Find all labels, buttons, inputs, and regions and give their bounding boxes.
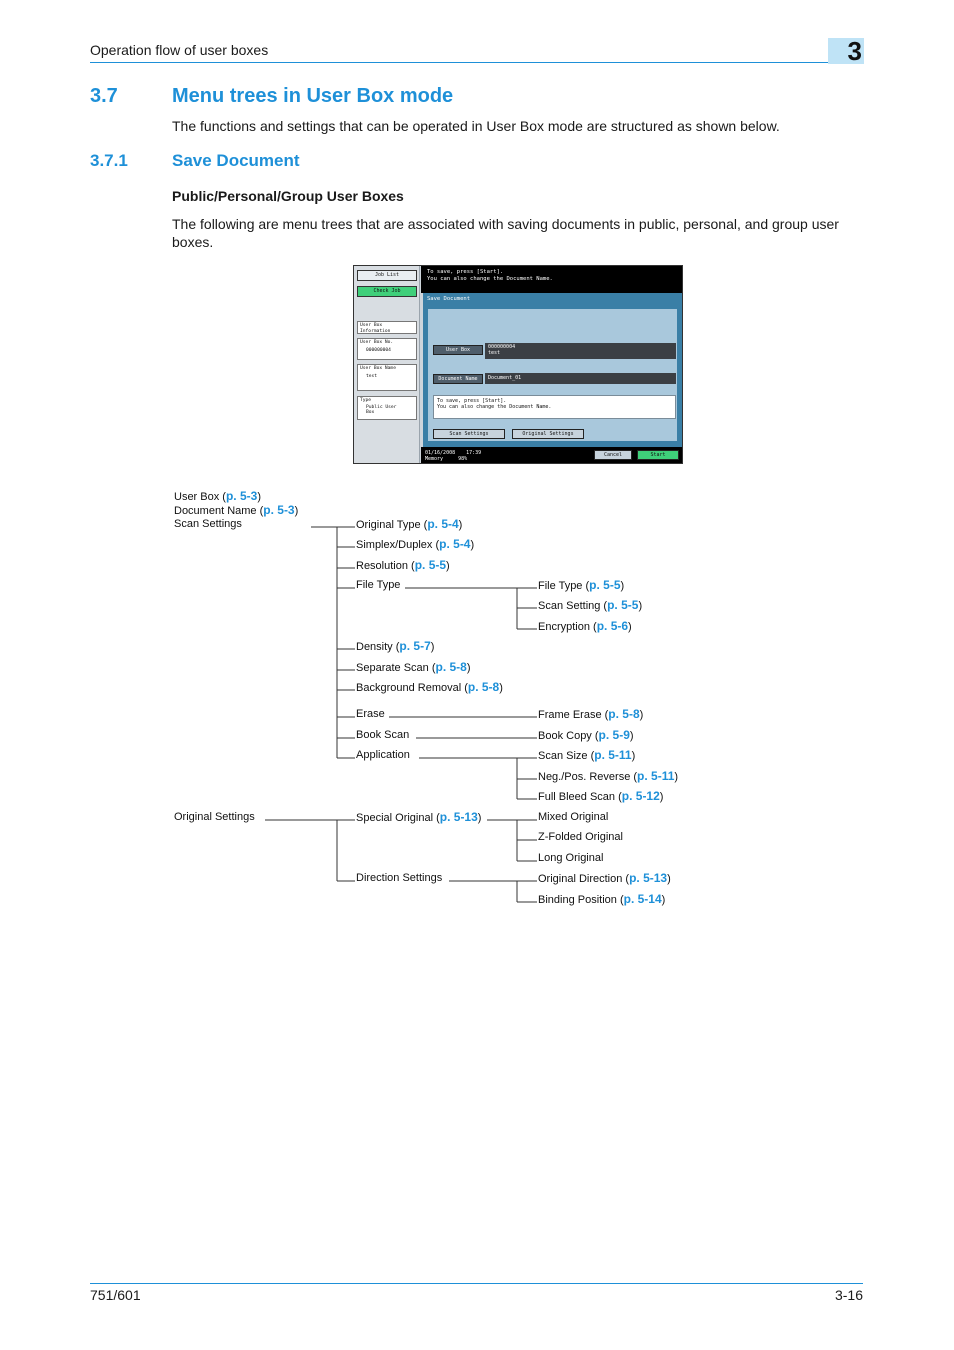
ref-link[interactable]: p. 5-12 [621,789,660,803]
status-memory-label: Memory [425,456,444,462]
save-document-screen [353,265,683,464]
tree-neg-pos-reverse: Neg./Pos. Reverse (p. 5-11) [538,769,679,783]
tree-special-original: Special Original (p. 5-13) [356,810,482,824]
scan-settings-button[interactable]: Scan Settings [433,429,505,439]
tree-document-name: Document Name (p. 5-3) [174,503,299,517]
user-box-field-line-2: test [488,350,501,356]
tree-original-direction: Original Direction (p. 5-13) [538,871,671,885]
user-box-no-value: 000000004 [366,347,391,353]
ref-link[interactable]: p. 5-11 [637,769,675,783]
screen-status-bar [421,447,683,464]
user-box-name-label: User Box Name [360,366,396,371]
tree-original-settings: Original Settings [174,811,255,823]
ref-link[interactable]: p. 5-8 [467,680,500,694]
body-line-1: The following are menu trees that are associated with saving documents in public, personal, and group user [172,216,839,232]
section-title: Menu trees in User Box mode [172,85,454,107]
running-header: Operation flow of user boxes [90,42,269,58]
ref-link[interactable]: p. 5-3 [263,503,295,517]
intro-paragraph: The functions and settings that can be operated in User Box mode are structured as shown below. [172,118,780,134]
footer-rule [90,1283,863,1284]
tree-book-copy: Book Copy (p. 5-9) [538,728,634,742]
user-box-button[interactable]: User Box [433,345,483,355]
check-job-button[interactable]: Check Job [357,286,417,297]
tree-simplex-duplex: Simplex/Duplex (p. 5-4) [356,537,475,551]
ref-link[interactable]: p. 5-11 [594,748,632,762]
tree-separate-scan: Separate Scan (p. 5-8) [356,660,471,674]
tree-mixed-original: Mixed Original [538,811,609,823]
tree-long-original: Long Original [538,852,604,864]
tree-book-scan: Book Scan [356,729,410,741]
chapter-number: 3 [847,36,862,66]
body-line-2: boxes. [172,234,214,250]
tree-z-folded-original: Z-Folded Original [538,831,623,843]
tree-original-type: Original Type (p. 5-4) [356,517,463,531]
document-name-field[interactable]: Document_01 [485,373,676,384]
screen-msg-line-1: To save, press [Start]. [437,398,507,404]
tree-user-box: User Box (p. 5-3) [174,489,261,503]
ref-link[interactable]: p. 5-8 [608,707,640,721]
save-document-panel [423,293,682,447]
tree-application: Application [356,749,410,761]
tree-binding-position: Binding Position (p. 5-14) [538,892,666,906]
ref-link[interactable]: p. 5-6 [596,619,629,633]
user-box-field [485,343,676,359]
status-date: 01/16/2008 [425,450,456,456]
type-value: Public User Box [366,404,397,415]
document-name-button[interactable]: Document Name [433,374,483,384]
panel-title: Save Document [427,296,471,302]
screen-info-message [433,395,676,419]
tree-direction-settings: Direction Settings [356,872,443,884]
tree-scan-size: Scan Size (p. 5-11) [538,748,636,762]
screen-msg-line-2: You can also change the Document Name. [437,404,552,410]
tree-density: Density (p. 5-7) [356,639,435,653]
ref-link[interactable]: p. 5-8 [435,660,467,674]
status-memory-pct: 98% [458,456,468,462]
user-box-name-value: test [366,373,378,379]
ref-link[interactable]: p. 5-4 [439,537,471,551]
footer-model: 751/601 [90,1287,141,1303]
tree-background-removal: Background Removal (p. 5-8) [356,680,503,694]
tree-file-type-sub: File Type (p. 5-5) [538,578,625,592]
tree-scan-setting: Scan Setting (p. 5-5) [538,598,643,612]
tree-frame-erase: Frame Erase (p. 5-8) [538,707,644,721]
ref-link[interactable]: p. 5-14 [623,892,662,906]
ref-link[interactable]: p. 5-13 [629,871,668,885]
tree-full-bleed-scan: Full Bleed Scan (p. 5-12) [538,789,664,803]
status-time: 17:39 [466,450,482,456]
ref-link[interactable]: p. 5-9 [598,728,630,742]
ref-link[interactable]: p. 5-3 [225,489,258,503]
user-box-no-box [357,338,417,360]
subsection-number: 3.7.1 [90,151,128,170]
subheading: Public/Personal/Group User Boxes [172,188,404,204]
tree-file-type: File Type [356,579,401,591]
subsection-title: Save Document [172,151,300,170]
user-box-no-label: User Box No. [360,340,394,345]
tree-scan-settings: Scan Settings [174,518,242,530]
user-box-name-box [357,364,417,391]
ref-link[interactable]: p. 5-13 [439,810,478,824]
type-box [357,396,417,420]
user-box-field-line-1: 000000004 [488,344,516,350]
job-list-button[interactable]: Job List [357,270,417,281]
section-number: 3.7 [90,85,118,107]
header-rule [90,62,828,63]
cancel-button[interactable]: Cancel [594,450,632,460]
footer-page-number: 3-16 [834,1287,863,1303]
original-settings-button[interactable]: Original Settings [512,429,584,439]
tree-resolution: Resolution (p. 5-5) [356,558,450,572]
start-button[interactable]: Start [637,450,679,460]
screen-side-panel [354,266,420,464]
ref-link[interactable]: p. 5-5 [589,578,621,592]
tree-erase: Erase [356,708,385,720]
ref-link[interactable]: p. 5-7 [399,639,431,653]
tree-encryption: Encryption (p. 5-6) [538,619,632,633]
type-label: Type [360,398,372,403]
screen-top-line-2: You can also change the Document Name. [427,276,553,282]
user-box-info-label: User Box Information [357,321,417,334]
ref-link[interactable]: p. 5-4 [427,517,459,531]
ref-link[interactable]: p. 5-5 [607,598,639,612]
screen-top-line-1: To save, press [Start]. [427,269,504,275]
panel-body [428,309,677,441]
screen-message-bar [421,266,683,293]
ref-link[interactable]: p. 5-5 [414,558,447,572]
